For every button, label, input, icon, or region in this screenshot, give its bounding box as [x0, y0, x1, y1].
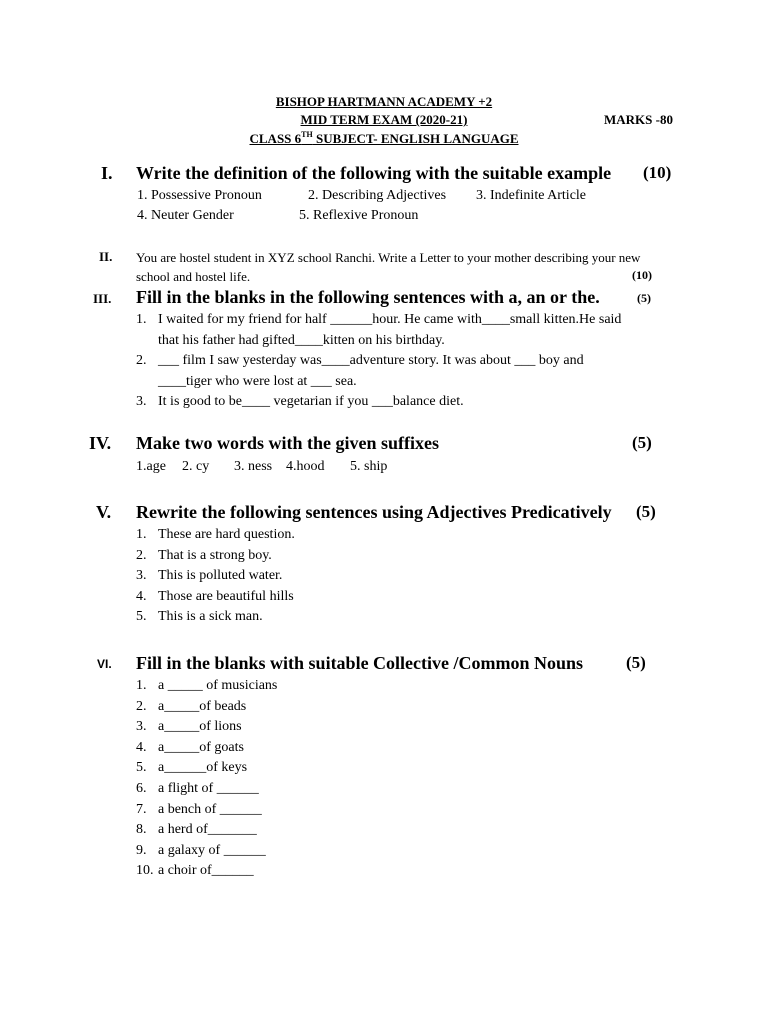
q4-suffix-3: 3. ness [234, 459, 273, 474]
list-item: 8. a herd of_______ [136, 822, 257, 838]
q1-marks: (10) [643, 163, 672, 182]
q2-text-line-2: school and hostel life. [136, 269, 251, 284]
list-item: 10. a choir of______ [136, 863, 254, 879]
list-item: 3. This is polluted water. [136, 568, 283, 584]
class-prefix: CLASS 6 [249, 131, 302, 146]
q4-marks: (5) [632, 433, 652, 452]
list-item: 1. a _____ of musicians [136, 678, 278, 693]
list-item: 4. Those are beautiful hills [136, 588, 294, 604]
q1-option-2: 2. Describing Adjectives [308, 188, 447, 203]
q3-roman: III. [93, 291, 112, 306]
q4-suffix-5: 5. ship [350, 459, 388, 474]
q4-suffix-4: 4.hood [286, 459, 325, 474]
q4-suffix-2: 2. cy [182, 459, 210, 474]
q1-option-5: 5. Reflexive Pronoun [299, 208, 419, 223]
list-item: 7. a bench of ______ [136, 801, 262, 817]
q5-title: Rewrite the following sentences using Adjectives Predicatively [136, 502, 612, 522]
q2-marks: (10) [632, 268, 652, 282]
q6-marks: (5) [626, 653, 646, 672]
q3-title: Fill in the blanks in the following sentences with a, an or the. [136, 287, 600, 307]
q3-item-1: 1. I waited for my friend for half ______hour. He came with____small kitten.He said that his father had gifted____kitten on his birthday. [136, 312, 622, 348]
list-item: 9. a galaxy of ______ [136, 842, 266, 858]
q1-option-3: 3. Indefinite Article [476, 188, 587, 203]
q5-roman: V. [96, 502, 112, 522]
q3-list [136, 310, 696, 413]
list-item: 5. a______of keys [136, 760, 248, 776]
school-name: BISHOP HARTMANN ACADEMY +2 [275, 94, 493, 109]
class-superscript: TH [301, 130, 313, 139]
q1-option-4: 4. Neuter Gender [137, 208, 234, 223]
exam-title: MID TERM EXAM (2020-21) [300, 112, 468, 127]
q1-roman: I. [101, 163, 113, 183]
q3-marks: (5) [637, 291, 651, 305]
list-item: 6. a flight of ______ [136, 780, 259, 796]
total-marks: MARKS -80 [604, 112, 673, 127]
q1-option-1: 1. Possessive Pronoun [137, 188, 262, 203]
q1-title: Write the definition of the following with the suitable example [136, 163, 612, 183]
q6-title: Fill in the blanks with suitable Collective /Common Nouns [136, 653, 584, 673]
q4-title: Make two words with the given suffixes [136, 433, 439, 453]
q2-text-line-1: You are hostel student in XYZ school Ranchi. Write a Letter to your mother describing your new [136, 250, 641, 265]
q4-suffix-1: 1.age [136, 459, 166, 474]
q6-roman: VI. [97, 657, 112, 671]
list-item: 1. These are hard question. [136, 527, 295, 542]
list-item: 3. a_____of lions [136, 719, 242, 735]
list-item: 5. This is a sick man. [136, 609, 263, 625]
q3-item-2: 2. ___ film I saw yesterday was____adventure story. It was about ___ boy and ____tiger who were lost at ___ sea. [136, 353, 584, 389]
q5-marks: (5) [636, 502, 656, 521]
class-subject [0, 130, 768, 147]
list-item: 2. a_____of beads [136, 698, 247, 714]
subject-text: SUBJECT- ENGLISH LANGUAGE [312, 131, 519, 146]
q3-item-3: 3. It is good to be____ vegetarian if you ___balance diet. [136, 394, 464, 410]
q6-list [136, 676, 536, 882]
list-item: 4. a_____of goats [136, 739, 244, 755]
q5-list [136, 525, 536, 628]
q2-roman: II. [99, 249, 113, 264]
q4-roman: IV. [89, 433, 112, 453]
list-item: 2. That is a strong boy. [136, 547, 272, 563]
